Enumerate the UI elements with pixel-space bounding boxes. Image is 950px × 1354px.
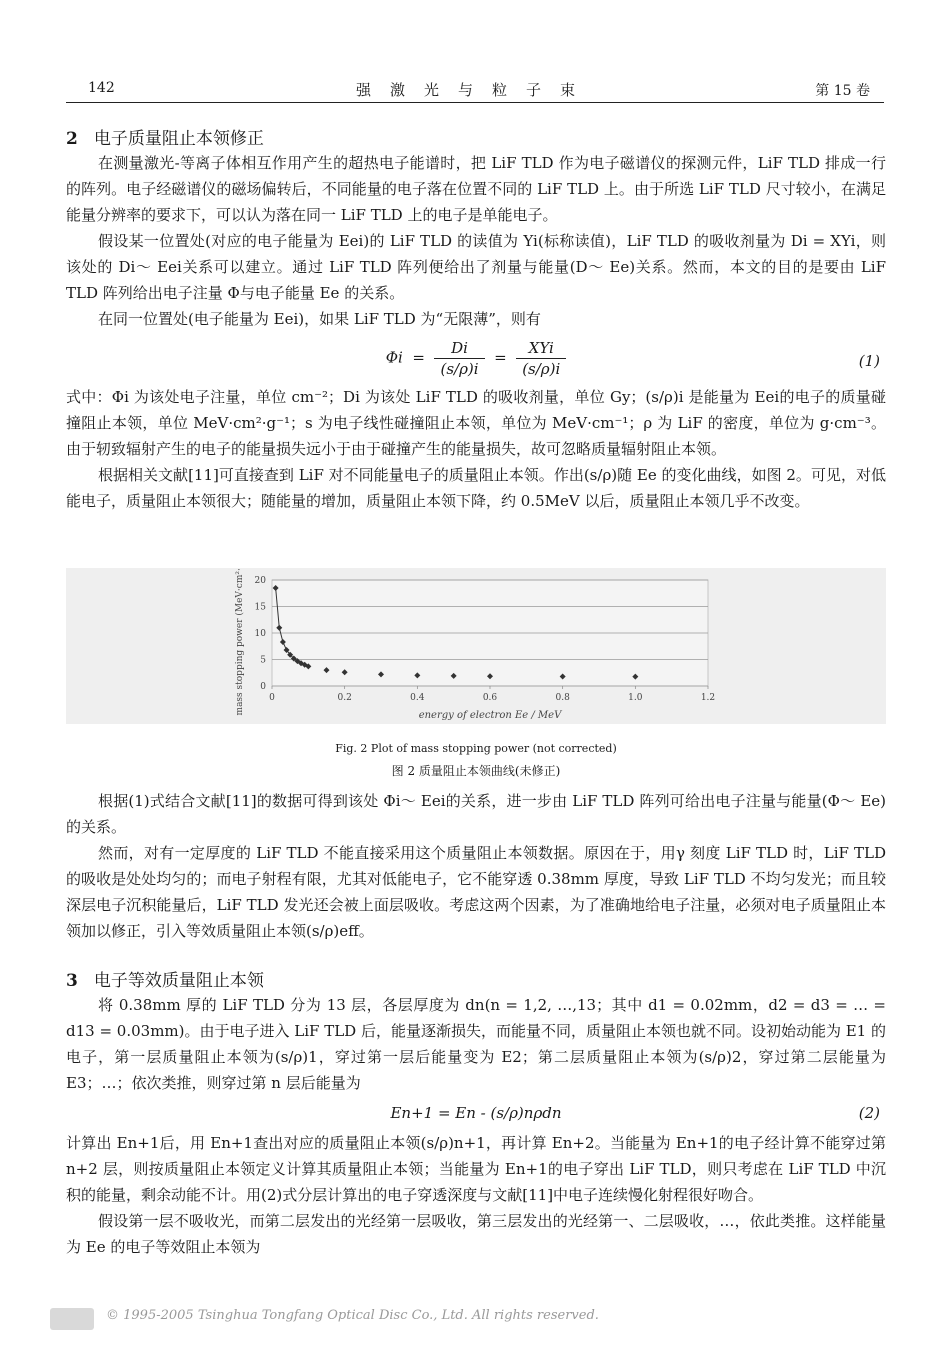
copyright-footer: © 1995-2005 Tsinghua Tongfang Optical Disc Co., Ltd. All rights reserved. (106, 1308, 599, 1323)
section-3-paragraphs (66, 992, 886, 1096)
eq-fraction: $\frac{Di}{(s/\rho)i}$ (434, 338, 484, 379)
paragraph: 在测量激光-等离子体相互作用产生的超热电子能谱时，把 LiF TLD 作为电子磁谱仪的探测元件，LiF TLD 排成一行的阵列。电子经磁谱仪的磁场偏转后，不同能量的电子落在位置不同的 LiF TLD 上。由于所选 LiF TLD 尺寸较小，在满足能量分辨率的要求下，可以认为落在同一 LiF TLD 上的电子是单能电子。 (66, 154, 886, 224)
x-tick-label: 0 (269, 693, 275, 703)
section-2-paragraphs-cont (66, 384, 886, 514)
paragraph: 根据相关文献[11]可直接查到 LiF 对不同能量电子的质量阻止本领。作出(s/ρ)随 Ee 的变化曲线，如图 2。可见，对低能电子，质量阻止本领很大；随能量的增加，质量阻止本领下降，约 0.5MeV 以后，质量阻止本领几乎不改变。 (66, 466, 886, 510)
figure-caption-en: Fig. 2 Plot of mass stopping power (not corrected) (335, 742, 617, 755)
x-tick-label: 1.2 (700, 693, 716, 703)
figure-2-chart (66, 568, 886, 724)
section-number: 3 (66, 971, 78, 991)
section-title: 电子等效质量阻止本领 (93, 971, 264, 991)
volume-label: 第 15 卷 (815, 83, 870, 99)
page-number: 142 (88, 80, 115, 96)
y-axis-label: mass stopping power (MeV·cm²·g⁻¹) (235, 568, 245, 716)
x-tick-label: 0.6 (482, 693, 498, 703)
paragraph: 在同一位置处(电子能量为 Eei)，如果 LiF TLD 为“无限薄”，则有 (98, 310, 541, 328)
x-axis-label: energy of electron Ee / MeV (418, 710, 562, 721)
x-tick-label: 0.8 (555, 693, 570, 703)
eq-body: En+1 = En - (s/ρ)nρdn (390, 1104, 562, 1122)
y-tick-label: 15 (254, 602, 266, 613)
x-tick-label: 1.0 (628, 693, 643, 703)
y-tick-label: 5 (260, 655, 266, 666)
section-3-heading (66, 966, 264, 991)
equation-number: (1) (858, 352, 880, 370)
figure-caption-zh: 图 2 质量阻止本领曲线(未修正) (391, 764, 561, 778)
y-tick-label: 0 (260, 682, 266, 692)
paragraph: 计算出 En+1后，用 En+1查出对应的质量阻止本领(s/ρ)n+1，再计算 En+2。当能量为 En+1的电子经计算不能穿过第 n+2 层，则按质量阻止本领定义计算其质量阻止本领；当能量为 En+1的电子穿出 LiF TLD，则只考虑在 LiF TLD 中沉积的能量，剩余动能不计。用(2)式分层计算出的电子穿透深度与文献[11]中电子连续慢化射程很好吻合。 (66, 1134, 886, 1204)
x-tick-label: 0.4 (410, 693, 425, 703)
y-tick-label: 20 (254, 576, 266, 586)
section-title: 电子质量阻止本领修正 (93, 129, 264, 149)
equation-1: Φi = $\frac{Di}{(s/\rho)i}$ = $\frac{\text{XYi}}{(s/\rho)i}$ (1) (385, 339, 880, 378)
journal-title: 强激光与粒子束 (355, 81, 594, 99)
equation-number: (2) (858, 1104, 880, 1122)
section-2-heading (66, 124, 264, 149)
y-tick-label: 10 (254, 629, 266, 639)
x-tick-label: 0.2 (337, 693, 352, 703)
after-figure-paragraphs (66, 788, 886, 944)
section-2-paragraphs (66, 150, 886, 332)
paragraph: 假设第一层不吸收光，而第二层发出的光经第一层吸收，第三层发出的光经第一、二层吸收，…，依此类推。这样能量为 Ee 的电子等效阻止本领为 (66, 1212, 886, 1256)
eq-fraction: $\frac{\text{XYi}}{(s/\rho)i}$ (516, 338, 566, 379)
paragraph: 式中：Φi 为该处电子注量，单位 cm⁻²；Di 为该处 LiF TLD 的吸收剂量，单位 Gy；(s/ρ)i 是能量为 Eei的电子的质量碰撞阻止本领，单位 MeV·cm²·g⁻¹；s 为电子线性碰撞阻止本领，单位为 MeV·cm⁻¹；ρ 为 LiF 的密度，单位为 g·cm⁻³。由于轫致辐射产生的电子的能量损失远小于由于碰撞产生的能量损失，故可忽略质量辐射阻止本领。 (66, 388, 886, 458)
page-header (66, 76, 884, 103)
paragraph: 根据(1)式结合文献[11]的数据可得到该处 Φi～ Eei的关系，进一步由 LiF TLD 阵列可给出电子注量与能量(Φ～ Ee)的关系。 (66, 792, 886, 836)
section-number: 2 (66, 129, 78, 149)
equation-2 (66, 1104, 886, 1130)
eq-lhs: Φi (385, 348, 403, 367)
chart-svg (66, 568, 886, 724)
section-3-paragraphs-cont (66, 1130, 886, 1260)
paragraph: 假设某一位置处(对应的电子能量为 Eei)的 LiF TLD 的读值为 Yi(标称读值)，LiF TLD 的吸收剂量为 Di = XYi，则该处的 Di～ Eei关系可以建立。通过 LiF TLD 阵列便给出了剂量与能量(D～ Ee)关系。然而，本文的目的是要由 LiF TLD 阵列给出电子注量 Φ与电子能量 Ee 的关系。 (66, 232, 886, 302)
paragraph: 然而，对有一定厚度的 LiF TLD 不能直接采用这个质量阻止本领数据。原因在于，用γ 刻度 LiF TLD 时，LiF TLD 的吸收是处处均匀的；而电子射程有限，尤其对低能电子，它不能穿透 0.38mm 厚度，导致 LiF TLD 不均匀发光；而且较深层电子沉积能量后，LiF TLD 发光还会被上面层吸收。考虑这两个因素，为了准确地给电子注量，必须对电子质量阻止本领加以修正，引入等效质量阻止本领(s/ρ)eff。 (66, 844, 886, 940)
paragraph: 将 0.38mm 厚的 LiF TLD 分为 13 层，各层厚度为 dn(n = 1,2, …,13；其中 d1 = 0.02mm，d2 = d3 = … = d13 = 0.03mm)。由于电子进入 LiF TLD 后，能量逐渐损失，而能量不同，质量阻止本领也就不同。设初始动能为 E1 的电子，第一层质量阻止本领为(s/ρ)1，穿过第一层后能量变为 E2；第二层质量阻止本领为(s/ρ)2，穿过第二层能量为 E3；…；依次类推，则穿过第 n 层后能量为 (66, 996, 886, 1092)
